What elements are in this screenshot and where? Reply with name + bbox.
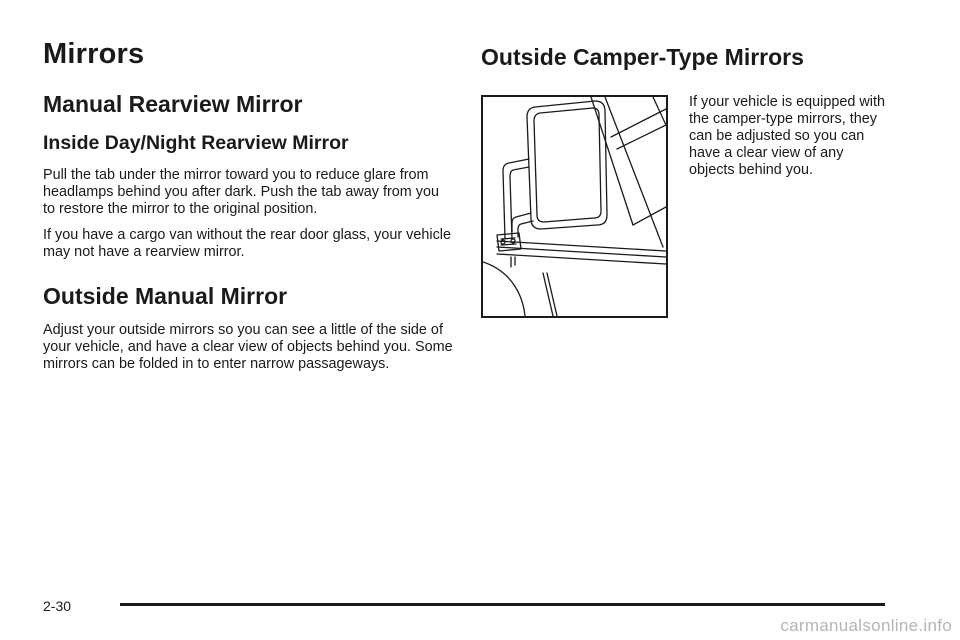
paragraph-cargo-van: If you have a cargo van without the rear door glass, your vehicle may not have a rearview mirror. xyxy=(43,227,451,260)
camper-mirror-drawing xyxy=(483,97,666,316)
camper-mirror-illustration xyxy=(481,95,668,318)
page-title: Mirrors xyxy=(43,38,145,70)
page-number: 2-30 xyxy=(43,598,72,614)
paragraph-tab-instructions: Pull the tab under the mirror toward you to reduce glare from headlamps behind you after dark. Push the tab away from you to restore the mirror to the original position. xyxy=(43,167,439,217)
heading-outside-manual-mirror: Outside Manual Mirror xyxy=(43,283,288,309)
footer-rule xyxy=(120,603,885,606)
paragraph-camper-mirror: If your vehicle is equipped with the camper-type mirrors, they can be adjusted so you can have a clear view of any objects behind you. xyxy=(689,94,885,178)
heading-camper-type-mirrors: Outside Camper-Type Mirrors xyxy=(481,44,804,70)
left-column xyxy=(43,38,453,373)
heading-manual-rearview-mirror: Manual Rearview Mirror xyxy=(43,91,303,117)
right-column xyxy=(481,44,901,178)
watermark: carmanualsonline.info xyxy=(780,616,952,635)
paragraph-outside-mirror: Adjust your outside mirrors so you can see a little of the side of your vehicle, and have a clear view of objects behind you. Some mirrors can be folded in to enter narrow passageways. xyxy=(43,322,453,372)
heading-inside-day-night-mirror: Inside Day/Night Rearview Mirror xyxy=(43,132,349,154)
